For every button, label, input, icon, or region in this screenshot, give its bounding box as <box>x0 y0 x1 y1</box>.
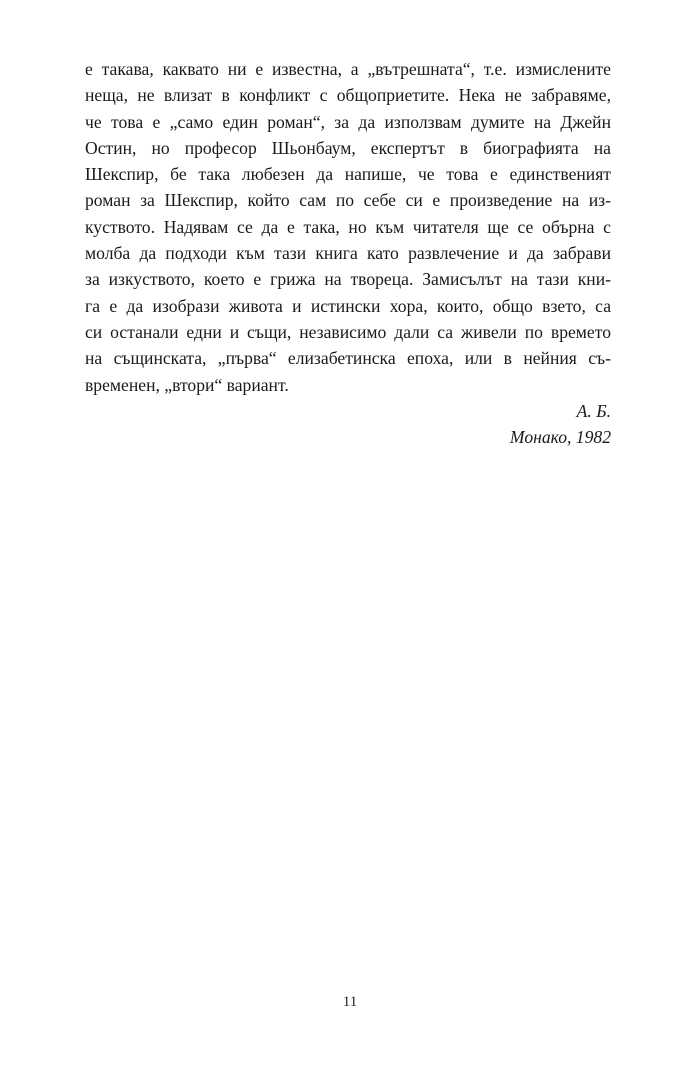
text-line: на същинската, „първа“ елизабетинска епоха, или в нейния съ- <box>85 348 611 369</box>
page-number: 11 <box>342 994 358 1010</box>
text-line: си останали едни и същи, независимо дали са живели по времето <box>85 321 611 342</box>
signature-place-date: Монако, 1982 <box>509 427 611 448</box>
text-line: молба да подходи към тази книга като развлечение и да забрави <box>85 243 611 264</box>
text-line: Шекспир, бе така любезен да напише, че това е единственият <box>85 164 611 185</box>
text-line: роман за Шекспир, който сам по себе си е произведение на из- <box>85 190 611 211</box>
text-line: е такава, каквато ни е известна, а „вътрешната“, т.е. измислените <box>85 59 611 79</box>
signature-initials: А. Б. <box>576 400 611 421</box>
text-line: га е да изобрази живота и истински хора, които, общо взето, са <box>85 295 611 316</box>
text-line: че това е „само един роман“, за да използвам думите на Джейн <box>85 111 611 132</box>
body-text <box>85 56 611 450</box>
text-line-last: временен, „втори“ вариант. <box>85 374 289 395</box>
text-line: куството. Надявам се да е така, но към читателя ще се обърна с <box>85 216 611 237</box>
text-line: за изкуството, което е грижа на твореца. Замисълът на тази кни- <box>85 269 611 290</box>
text-line: неща, не влизат в конфликт с общоприетите. Нека не забравяме, <box>85 85 611 106</box>
text-line: Остин, но професор Шьонбаум, експертът в биографията на <box>85 137 611 158</box>
